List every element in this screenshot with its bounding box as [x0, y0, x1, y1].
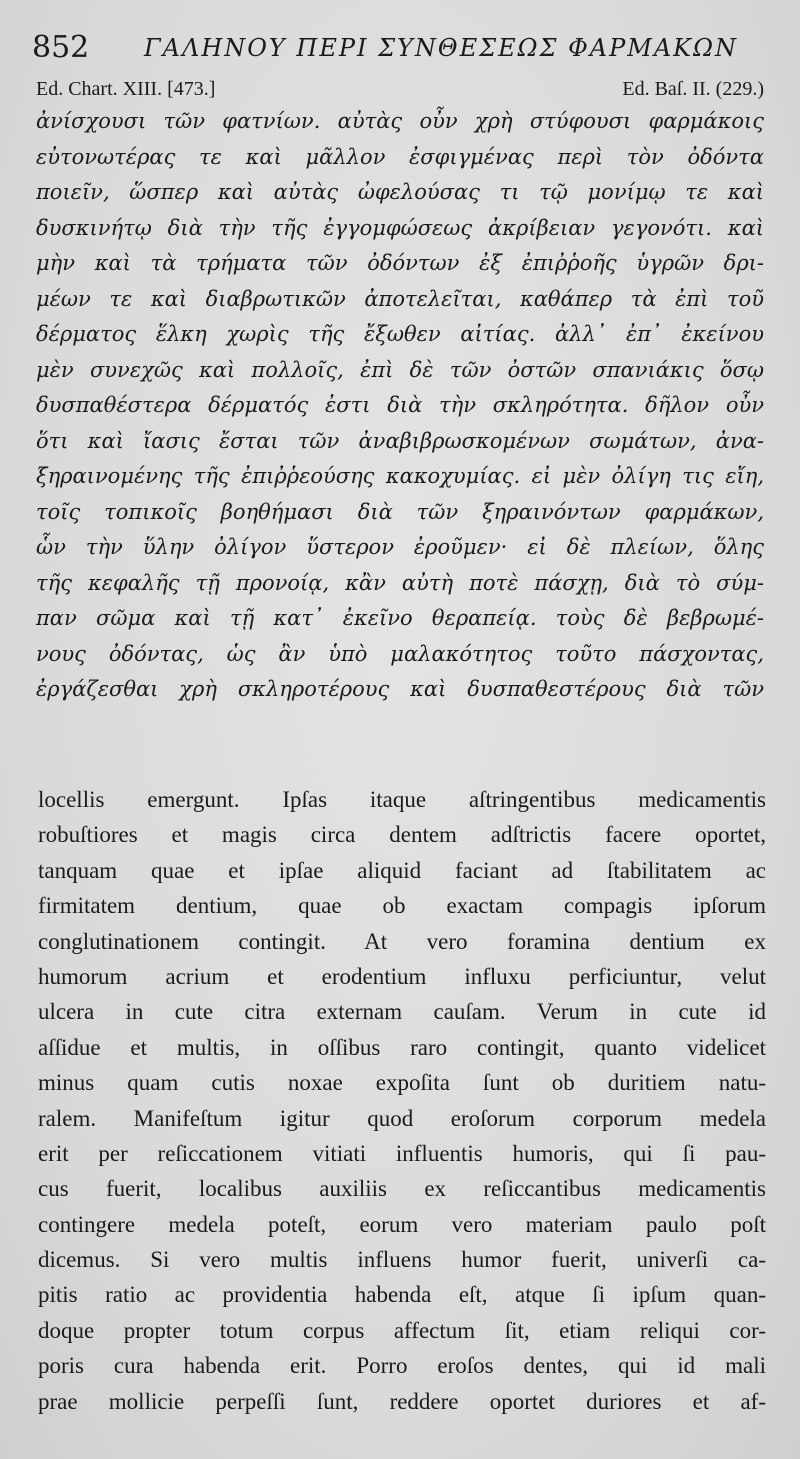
- latin-text-line: poris cura habenda erit. Porro eroſos dentes, qui id mali: [38, 1353, 766, 1379]
- latin-text-line: erit per reſiccationem vitiati influentis humoris, qui ſi pau-: [38, 1140, 766, 1166]
- greek-text-line: ἀνίσχουσι τῶν φατνίων. αὐτὰς οὖν χρὴ στύφουσι φαρμάκοις: [36, 109, 764, 133]
- latin-text-line: robuſtiores et magis circa dentem adſtrictis facere oportet,: [38, 822, 766, 848]
- latin-text-line: ralem. Manifeſtum igitur quod eroſorum corporum medela: [38, 1105, 766, 1131]
- latin-text-line: cus fuerit, localibus auxiliis ex reſiccantibus medicamentis: [38, 1176, 766, 1202]
- page-header: [32, 30, 772, 70]
- greek-text-line: νους ὀδόντας, ὡς ἂν ὑπὸ μαλακότητος τοῦτο πάσχοντας,: [36, 641, 764, 666]
- greek-text-line: ξηραινομένης τῆς ἐπιῤῥεούσης κακοχυμίας. εἰ μὲν ὀλίγη τις εἴη,: [36, 464, 764, 488]
- latin-text-line: ulcera in cute citra externam cauſam. Verum in cute id: [38, 999, 766, 1025]
- latin-text-line: doque propter totum corpus affectum ſit, etiam reliqui cor-: [38, 1317, 766, 1343]
- latin-text-line: firmitatem dentium, quae ob exactam compagis ipſorum: [38, 893, 766, 919]
- latin-text-line: aſſidue et multis, in oſſibus raro contingit, quanto videlicet: [38, 1034, 766, 1060]
- greek-text-line: ὅτι καὶ ἴασις ἔσται τῶν ἀναβιβρωσκομένων σωμάτων, ἀνα-: [36, 428, 764, 453]
- latin-text-line: pitis ratio ac providentia habenda eſt, atque ſi ipſum quan-: [38, 1282, 766, 1308]
- running-title: ΓΑΛΗΝΟΥ ΠΕΡΙ ΣΥΝΘΕΣΕΩΣ ΦΑΡΜΑΚΩΝ: [144, 34, 738, 62]
- latin-text-line: dicemus. Si vero multis influens humor fuerit, univerſi ca-: [38, 1247, 766, 1273]
- greek-text-line: παν σῶμα καὶ τῇ κατ᾽ ἐκεῖνο θεραπείᾳ. τοὺς δὲ βεβρωμέ-: [36, 606, 764, 630]
- greek-text-line: ἐργάζεσθαι χρὴ σκληροτέρους καὶ δυσπαθεστέρους διὰ τῶν: [36, 677, 764, 701]
- latin-text-line: locellis emergunt. Ipſas itaque aſtringentibus medicamentis: [38, 787, 766, 812]
- greek-text-line: δυσπαθέστερα δέρματός ἐστι διὰ τὴν σκληρότητα. δῆλον οὖν: [36, 393, 764, 417]
- latin-text-line: conglutinationem contingit. At vero foramina dentium ex: [38, 928, 766, 954]
- latin-text-block: [38, 782, 766, 1419]
- greek-text-line: μέων τε καὶ διαβρωτικῶν ἀποτελεῖται, καθάπερ τὰ ἐπὶ τοῦ: [36, 286, 764, 311]
- latin-text-line: tanquam quae et ipſae aliquid faciant ad ſtabilitatem ac: [38, 857, 766, 883]
- greek-text-line: τῆς κεφαλῆς τῇ προνοίᾳ, κἂν αὐτὴ ποτὲ πάσχῃ, διὰ τὸ σύμ-: [36, 570, 764, 595]
- greek-text-line: μὴν καὶ τὰ τρήματα τῶν ὀδόντων ἐξ ἐπιῤῥοῆς ὑγρῶν δρι-: [36, 251, 764, 275]
- greek-text-line: εὐτονωτέρας τε καὶ μᾶλλον ἐσφιγμένας περὶ τὸν ὀδόντα: [36, 144, 764, 169]
- edition-basel: Ed. Baſ. II. (229.): [622, 78, 764, 100]
- greek-text-block: [36, 104, 764, 708]
- latin-text-line: contingere medela poteſt, eorum vero materiam paulo poſt: [38, 1211, 766, 1237]
- greek-text-line: ὧν τὴν ὕλην ὀλίγον ὕστερον ἐροῦμεν· εἰ δὲ πλείων, ὅλης: [36, 535, 764, 559]
- greek-text-line: ποιεῖν, ὥσπερ καὶ αὐτὰς ὠφελούσας τι τῷ μονίμῳ τε καὶ: [36, 180, 764, 204]
- latin-text-line: humorum acrium et erodentium influxu perficiuntur, velut: [38, 963, 766, 989]
- edition-chartier: Ed. Chart. XIII. [473.]: [36, 78, 216, 100]
- latin-text-line: minus quam cutis noxae expoſita ſunt ob duritiem natu-: [38, 1070, 766, 1096]
- greek-text-line: τοῖς τοπικοῖς βοηθήμασι διὰ τῶν ξηραινόντων φαρμάκων,: [36, 499, 764, 524]
- page-number: 852: [32, 30, 90, 65]
- greek-text-line: δυσκινήτῳ διὰ τὴν τῆς ἐγγομφώσεως ἀκρίβειαν γεγονότι. καὶ: [36, 215, 764, 240]
- latin-text-line: prae mollicie perpeſſi ſunt, reddere oportet duriores et af-: [38, 1388, 766, 1414]
- greek-text-line: δέρματος ἕλκη χωρὶς τῆς ἔξωθεν αἰτίας. ἀλλ᾽ ἐπ᾽ ἐκείνου: [36, 322, 764, 346]
- greek-text-line: μὲν συνεχῶς καὶ πολλοῖς, ἐπὶ δὲ τῶν ὀστῶν σπανιάκις ὅσῳ: [36, 357, 764, 382]
